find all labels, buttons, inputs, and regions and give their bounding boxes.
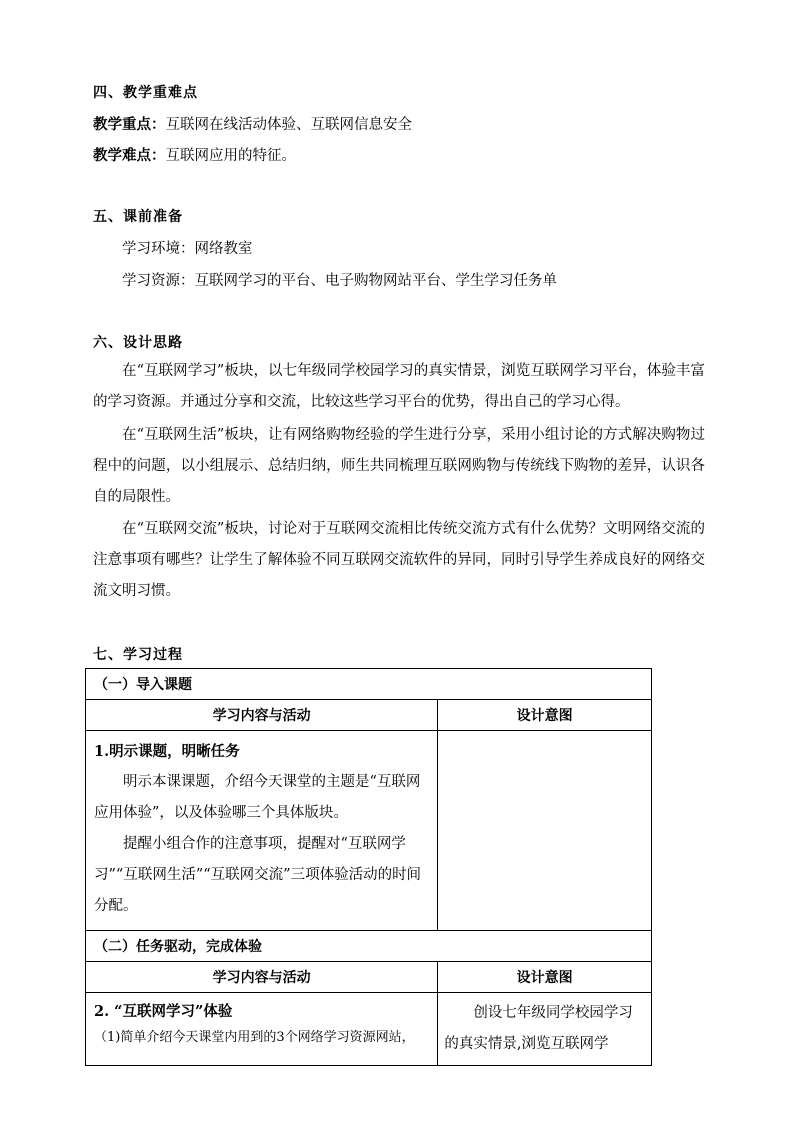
part-1-item-paragraph-2: 提醒小组合作的注意事项，提醒对“互联网学习”“互联网生活”“互联网交流”三项体验活动的时间分配。 [94,836,422,914]
learning-environment: 学习环境：网络教室 [122,241,253,257]
key-points-text: 互联网在线活动体验、互联网信息安全 [165,117,412,133]
section-7-heading: 七、学习过程 [93,647,183,663]
part-2-content-cell [86,993,438,1066]
key-points-label: 教学重点： [93,116,166,133]
part-1-intent-header: 设计意图 [438,700,652,731]
part-2-intent-cell: 创设七年级同学校园学习的真实情景,浏览互联网学 [438,993,652,1066]
design-paragraph-2: 在“互联网生活”板块，让有网络购物经验的学生进行分享，采用小组讨论的方式解决购物过程中的问题，以小组展示、总结归纳，师生共同梳理互联网购物与传统线下购物的差异，认识各自的局限性。 [93,427,705,505]
difficult-points-text: 互联网应用的特征。 [165,148,296,164]
difficult-points-label: 教学难点： [93,147,166,164]
learning-resources: 学习资源：互联网学习的平台、电子购物网站平台、学生学习任务单 [122,273,557,289]
part-1-title: （一）导入课题 [86,669,652,700]
design-paragraph-3: 在“互联网交流”板块，讨论对于互联网交流相比传统交流方式有什么优势？文明网络交流的注意事项有哪些？让学生了解体验不同互联网交流软件的异同，同时引导学生养成良好的网络交流文明习惯。 [93,521,705,599]
part-1-content-header: 学习内容与活动 [86,700,438,731]
key-points-line [93,113,412,134]
section-4-heading: 四、教学重难点 [93,85,198,101]
part-2-title: （二）任务驱动，完成体验 [86,931,652,962]
part-2-item-paragraph-1: （1)简单介绍今天课堂内用到的3个网络学习资源网站， [94,1030,415,1045]
section-6-heading: 六、设计思路 [93,335,183,351]
part-2-intent-header: 设计意图 [438,962,652,993]
section-5-heading: 五、课前准备 [93,209,183,225]
part-2-item-title: 2. “互联网学习”体验 [94,1003,233,1020]
learning-process-table [85,668,652,1066]
part-1-item-paragraph-1: 明示本课课题，介绍今天课堂的主题是“互联网应用体验”，以及体验哪三个具体版块。 [94,774,421,821]
part-1-intent-cell [438,731,652,931]
part-2-content-header: 学习内容与活动 [86,962,438,993]
difficult-points-line [93,144,296,165]
part-1-content-cell [86,731,438,931]
part-1-item-title: 1.明示课题，明晰任务 [94,743,240,760]
design-paragraph-1: 在“互联网学习”板块，以七年级同学校园学习的真实情景，浏览互联网学习平台，体验丰富的学习资源。并通过分享和交流，比较这些学习平台的优势，得出自己的学习心得。 [93,363,705,410]
